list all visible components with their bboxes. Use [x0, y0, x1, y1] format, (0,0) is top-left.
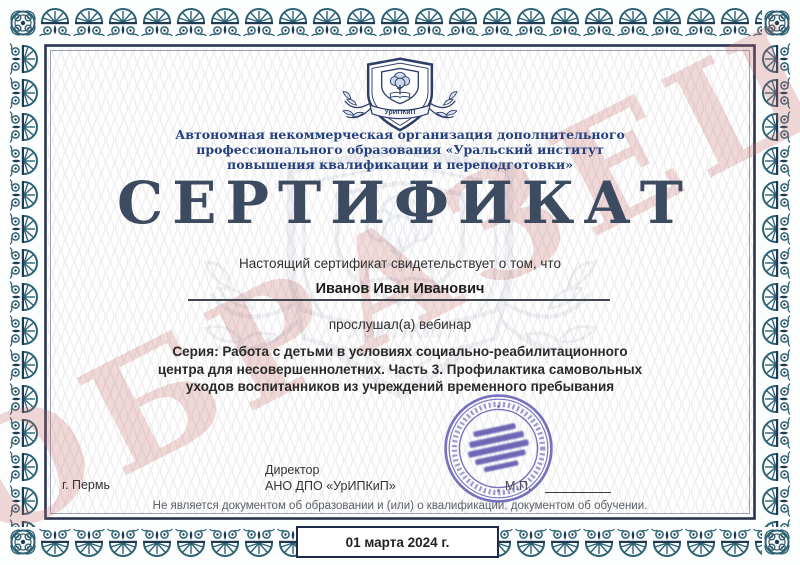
- issue-date-box: [296, 526, 499, 558]
- organization-name-line: повышения квалификации и переподготовки»: [227, 157, 573, 172]
- course-title-line: Серия: Работа с детьми в условиях социально-реабилитационного: [172, 344, 628, 359]
- organization-name-line: профессионального образования «Уральский институт: [196, 142, 604, 157]
- issue-date: 01 марта 2024 г.: [345, 534, 450, 550]
- organization-name: [0, 127, 800, 172]
- statement-text: Настоящий сертификат свидетельствует о том, что: [239, 256, 561, 271]
- action-text: прослушал(а) вебинар: [328, 317, 472, 332]
- signer-org: АНО ДПО «УрИПКиП»: [265, 479, 396, 493]
- certificate-title: СЕРТИФИКАТ: [117, 169, 692, 237]
- institute-logo: [337, 53, 463, 136]
- seal-abbr-label: М.П.: [505, 479, 532, 493]
- course-title-line: центра для несовершеннолетних. Часть 3. Профилактика самовольных: [157, 361, 643, 377]
- organization-name-line: Автономная некоммерческая организация дополнительного: [175, 127, 625, 142]
- signature-line: [545, 492, 611, 493]
- disclaimer-text: Не является документом об образовании и (или) о квалификации, документом об обучении.: [152, 500, 648, 512]
- recipient-name-rule: [188, 299, 610, 301]
- signer-role: Директор: [265, 463, 320, 477]
- recipient-name: Иванов Иван Иванович: [315, 281, 485, 297]
- ink-stamp: [442, 392, 555, 505]
- city-label: г. Пермь: [62, 478, 110, 492]
- course-title-line: уходов воспитанников из учреждений временного пребывания: [185, 379, 615, 394]
- course-title: [0, 343, 800, 396]
- signer-block: [265, 462, 396, 494]
